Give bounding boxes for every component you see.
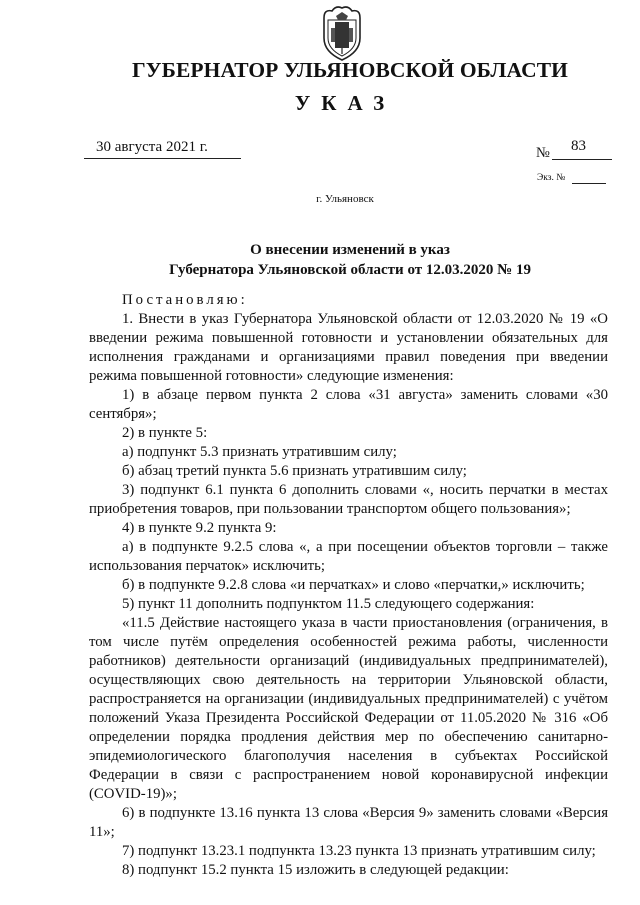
issuer-title: ГУБЕРНАТОР УЛЬЯНОВСКОЙ ОБЛАСТИ [131,58,568,82]
decree-subject [0,240,640,280]
body-paragraph: 8) подпункт 15.2 пункта 15 изложить в следующей редакции: [122,862,509,878]
body-paragraph: а) подпункт 5.3 признать утратившим силу; [122,444,397,460]
body-paragraph: Постановляю: [122,292,248,308]
body-paragraph: б) в подпункте 9.2.8 слова «и перчатках» и слово «перчатки,» исключить; [122,577,585,593]
city: г. Ульяновск [316,193,374,205]
date-underline [84,158,241,159]
body-paragraph: «11.5 Действие настоящего указа в части приостановления (ограничения, в том числе путём определения особенностей режима работы, численности работников) деятельности организаций (индивидуальных предпринимателей), осуществляющих свою деятельность на территории Ульяновской области, распространяется на организации (индивидуальных предпринимателей) с учётом положений Указа Президента Российской Федерации от 11.05.2020 № 316 «Об определении порядка продления действия мер по обеспечению санитарно-эпидемиологического благополучия населения в субъектах Российской Федерации в связи с распространением новой коронавирусной инфекции (COVID-19)»; [89,615,608,802]
decree-body [89,291,608,880]
body-paragraph: 1. Внести в указ Губернатора Ульяновской области от 12.03.2020 № 19 «О введении режима повышенной готовности и установлении обязательных для исполнения гражданами и организациями правил поведения при введении режима повышенной готовности» следующие изменения: [89,311,608,384]
number-underline [552,159,612,160]
decree-date: 30 августа 2021 г. [96,139,208,155]
body-paragraph: 3) подпункт 6.1 пункта 6 дополнить словами «, носить перчатки в местах приобретения товаров, при пользовании транспортом общего пользования»; [89,482,608,517]
body-paragraph: 2) в пункте 5: [122,425,208,441]
decree-number: 83 [571,138,586,154]
number-label: № [536,145,550,161]
copy-number-label: Экз. № [537,173,566,183]
body-paragraph: 5) пункт 11 дополнить подпунктом 11.5 следующего содержания: [122,596,535,612]
coat-of-arms-emblem [318,4,366,62]
subject-line-2: Губернатора Ульяновской области от 12.03.2020 № 19 [169,262,531,278]
body-paragraph: 4) в пункте 9.2 пункта 9: [122,520,277,536]
document-type-title: УКАЗ [294,91,396,115]
body-paragraph: 6) в подпункте 13.16 пункта 13 слова «Версия 9» заменить словами «Версия 11»; [89,805,608,840]
body-paragraph: а) в подпункте 9.2.5 слова «, а при посещении объектов торговли – также использования перчаток» исключить; [89,539,608,574]
copy-number-underline [572,183,606,184]
subject-line-1: О внесении изменений в указ [250,242,450,258]
body-paragraph: б) абзац третий пункта 5.6 признать утратившим силу; [122,463,467,479]
body-paragraph: 7) подпункт 13.23.1 подпункта 13.23 пункта 13 признать утратившим силу; [122,843,596,859]
body-paragraph: 1) в абзаце первом пункта 2 слова «31 августа» заменить словами «30 сентября»; [89,387,608,422]
